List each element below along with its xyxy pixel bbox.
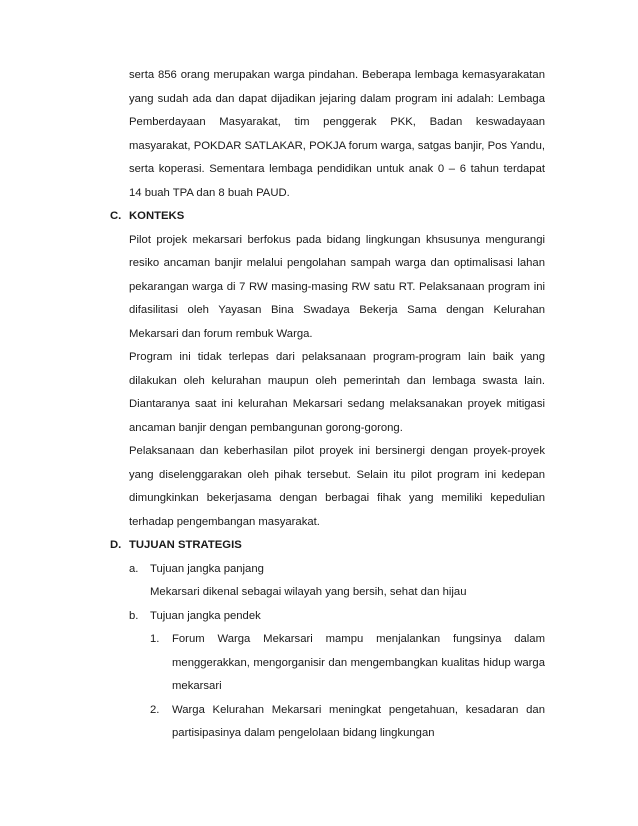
list-item-label: Tujuan jangka panjang (150, 562, 264, 575)
text-line: Pilot projek mekarsari berfokus pada bidang lingkungan khsusunya mengurangi (129, 233, 545, 246)
numbered-item-2 (110, 699, 545, 723)
text-line: yang diselenggarakan oleh pihak tersebut. Selain itu pilot program ini kedepan (129, 468, 545, 481)
list-marker: b. (129, 609, 139, 622)
text-line: serta koperasi. Sementara lembaga pendidikan untuk anak 0 – 6 tahun terdapat (129, 163, 545, 175)
text-line: Diantaranya saat ini kelurahan Mekarsari sedang melaksanakan proyek mitigasi (129, 398, 545, 410)
list-item-body: Mekarsari dikenal sebagai wilayah yang bersih, sehat dan hijau (150, 586, 467, 598)
text-line: menggerakkan, mengorganisir dan mengembangkan kualitas hidup warga (172, 656, 545, 669)
list-item-a (110, 558, 545, 582)
section-letter: C. (110, 210, 122, 222)
text-line: Forum Warga Mekarsari mampu menjalankan fungsinya dalam (172, 633, 545, 645)
text-line: masyarakat, POKDAR SATLAKAR, POKJA forum warga, satgas banjir, Pos Yandu, (129, 139, 545, 152)
text-line: serta 856 orang merupakan warga pindahan. Beberapa lembaga kemasyarakatan (129, 69, 545, 81)
text-line: Pelaksanaan dan keberhasilan pilot proyek ini bersinergi dengan proyek-proyek (129, 445, 545, 457)
text-line: Program ini tidak terlepas dari pelaksanaan program-program lain baik yang (129, 351, 545, 363)
text-line: dimungkinkan bekerjasama dengan berbagai fihak yang memiliki kepedulian (129, 492, 545, 504)
numbered-item-1 (110, 628, 545, 652)
text-line: resiko ancaman banjir melalui pengolahan sampah warga dan optimalisasi lahan (129, 257, 545, 269)
list-item-label: Tujuan jangka pendek (150, 609, 261, 622)
text-line: Mekarsari dan forum rembuk Warga. (129, 327, 313, 340)
text-line: 14 buah TPA dan 8 buah PAUD. (129, 186, 290, 199)
text-line: ancaman banjir dengan pembangunan gorong-gorong. (129, 421, 403, 434)
intro-paragraph (110, 64, 545, 205)
text-line: yang sudah ada dan dapat dijadikan jejaring dalam program ini adalah: Lembaga (129, 92, 545, 105)
section-c-heading (110, 205, 545, 229)
list-marker: 2. (150, 703, 160, 716)
text-line: Warga Kelurahan Mekarsari meningkat pengetahuan, kesadaran dan (172, 703, 545, 716)
text-line: mekarsari (172, 680, 222, 692)
text-line: terhadap pengembangan masyarakat. (129, 515, 320, 528)
list-marker: 1. (150, 633, 160, 645)
text-line: pekarangan warga di 7 RW masing-masing RW satu RT. Pelaksanaan program ini (129, 280, 545, 293)
text-line: dilakukan oleh kelurahan maupun oleh pemerintah dan lembaga swasta lain. (129, 374, 545, 387)
konteks-paragraph-2 (110, 346, 545, 440)
list-marker: a. (129, 562, 139, 575)
section-d-heading (110, 534, 545, 558)
text-line: difasilitasi oleh Yayasan Bina Swadaya Bekerja Sama dengan Kelurahan (129, 304, 545, 316)
text-line: Pemberdayaan Masyarakat, tim penggerak PKK, Badan keswadayaan (129, 116, 545, 128)
section-letter: D. (110, 539, 122, 551)
document-body (110, 64, 545, 746)
text-line: partisipasinya dalam pengelolaan bidang lingkungan (172, 727, 435, 739)
section-title: TUJUAN STRATEGIS (129, 539, 242, 551)
section-title: KONTEKS (129, 210, 185, 222)
konteks-paragraph-3 (110, 440, 545, 534)
list-item-b (110, 605, 545, 629)
konteks-paragraph-1 (110, 229, 545, 347)
